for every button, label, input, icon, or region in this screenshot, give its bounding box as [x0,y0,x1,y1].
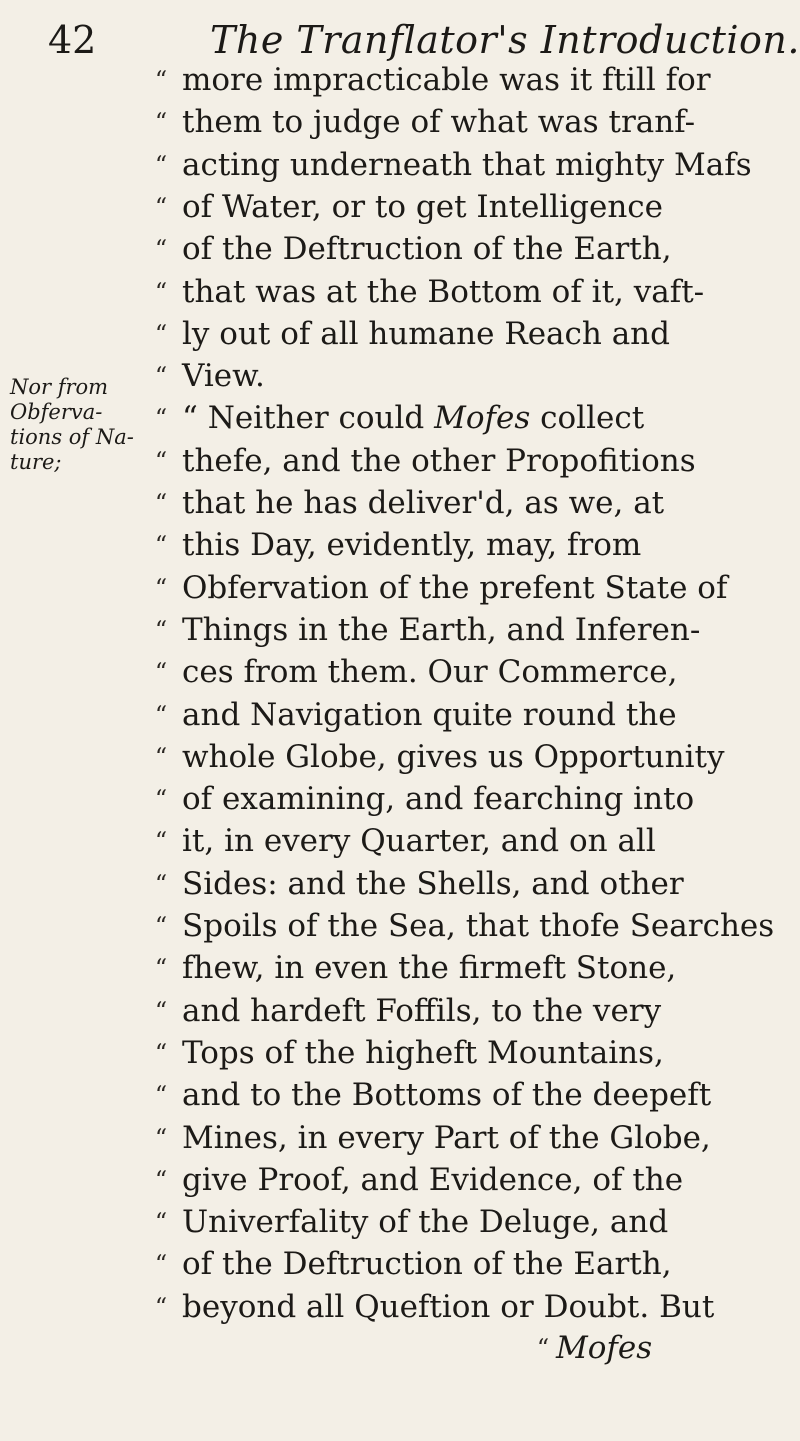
line-text: View. [182,358,265,395]
text-line [0,314,800,354]
quote-mark: “ [154,1038,168,1067]
text-line [0,864,800,904]
page-number: 42 [48,18,97,62]
quote-mark: “ [154,1208,168,1237]
quote-mark: “ [154,1081,168,1110]
text-line [0,1202,800,1242]
quote-mark: “ [154,192,168,221]
quote-mark: “ [154,489,168,517]
line-text: acting underneath that mighty Mafs [182,146,752,183]
quote-mark: “ [154,658,168,687]
margin-note-line: ture; [10,450,62,474]
page-header [48,18,800,62]
line-text: that was at the Bottom of it, vaft- [182,273,705,310]
quote-mark: “ [154,700,168,729]
quote-mark: “ [154,1292,168,1321]
text-line [0,906,800,946]
line-text: Things in the Earth, and Inferen- [182,611,701,648]
line-text: ces from them. Our Commerce, [182,654,678,691]
text-line [0,102,800,142]
line-text: and hardeft Foffils, to the very [182,992,662,1029]
running-title: The Tranflator's Introduction. [210,18,800,62]
line-text: Tops of the higheft Mountains, [182,1034,664,1071]
text-line [0,1075,800,1115]
text-line [0,695,800,735]
line-text: and to the Bottoms of the deepeft [182,1077,712,1114]
text-line [0,1244,800,1284]
line-text: Spoils of the Sea, that thofe Searches [182,908,775,944]
quote-mark: “ [154,912,168,940]
quote-mark: “ [154,108,168,137]
text-line [0,779,800,819]
catchword-line [0,1328,800,1368]
quote-mark: “ [154,869,168,898]
quote-mark: “ [536,1334,550,1362]
line-text: of examining, and fearching into [182,781,695,818]
text-line [0,737,800,777]
text-line [0,991,800,1031]
quote-mark: “ [154,785,168,814]
text-line [0,652,800,692]
italic-name: Mofes [434,400,531,437]
text-line [0,398,800,438]
margin-note-line: Nor from [10,375,109,399]
line-text: of the Deftruction of the Earth, [182,231,672,268]
line-text: and Navigation quite round the [182,696,677,733]
line-text: beyond all Queftion or Doubt. But [182,1288,715,1325]
text-line [0,187,800,227]
quote-mark: “ [154,615,168,644]
line-text: Mines, in every Part of the Globe, [182,1119,711,1156]
text-line [0,525,800,565]
line-text: Sides: and the Shells, and other [182,865,684,902]
quote-mark: “ [154,742,168,771]
line-text: thefe, and the other Propofitions [182,442,696,479]
quote-mark: “ [154,319,168,348]
line-text: fhew, in even the firmeft Stone, [182,950,677,987]
quote-mark: “ [154,827,168,856]
line-text [182,398,782,438]
quote-mark: “ [154,531,168,560]
text-line [0,948,800,988]
margin-note-line: tions of Na- [10,425,134,449]
quote-mark: “ [154,446,168,475]
text-line [0,568,800,608]
quote-mark: “ [154,235,168,264]
line-text-segment: collect [530,400,645,437]
line-text: ly out of all humane Reach and [182,315,670,352]
line-text: this Day, evidently, may, from [182,527,642,564]
quote-mark: “ [154,362,168,391]
text-line [0,1287,800,1327]
line-text: it, in every Quarter, and on all [182,823,656,860]
text-line [0,272,800,312]
text-line [0,441,800,481]
catchword: Mofes [556,1330,653,1366]
quote-mark: “ [154,1250,168,1279]
line-text: more impracticable was it ftill for [182,62,711,98]
quote-mark: “ [154,277,168,306]
line-text: Univerfality of the Deluge, and [182,1204,669,1241]
quote-mark: “ [154,954,168,983]
quote-mark: “ [154,573,168,602]
line-text: them to judge of what was tranf- [182,104,696,141]
quote-mark: “ [154,404,168,433]
text-line [0,1160,800,1200]
text-line [0,483,800,523]
quote-mark: “ [154,1123,168,1152]
line-text: whole Globe, gives us Opportunity [182,738,725,775]
text-line [0,356,800,396]
line-text: of the Deftruction of the Earth, [182,1246,672,1283]
text-line [0,60,800,100]
margin-note-line: Obferva- [10,400,103,424]
line-text: give Proof, and Evidence, of the [182,1161,684,1198]
text-line [0,145,800,185]
text-line [0,229,800,269]
text-line [0,610,800,650]
quote-mark: “ [154,150,168,179]
text-line [0,1033,800,1073]
line-text: of Water, or to get Intelligence [182,188,663,225]
quote-mark: “ [154,996,168,1025]
line-text-segment: “ Neither could [182,400,435,437]
quote-mark: “ [154,1165,168,1194]
line-text: that he has deliver'd, as we, at [182,485,665,521]
line-text: Obfervation of the prefent State of [182,569,728,606]
text-line [0,821,800,861]
quote-mark: “ [154,66,168,94]
text-line [0,1118,800,1158]
